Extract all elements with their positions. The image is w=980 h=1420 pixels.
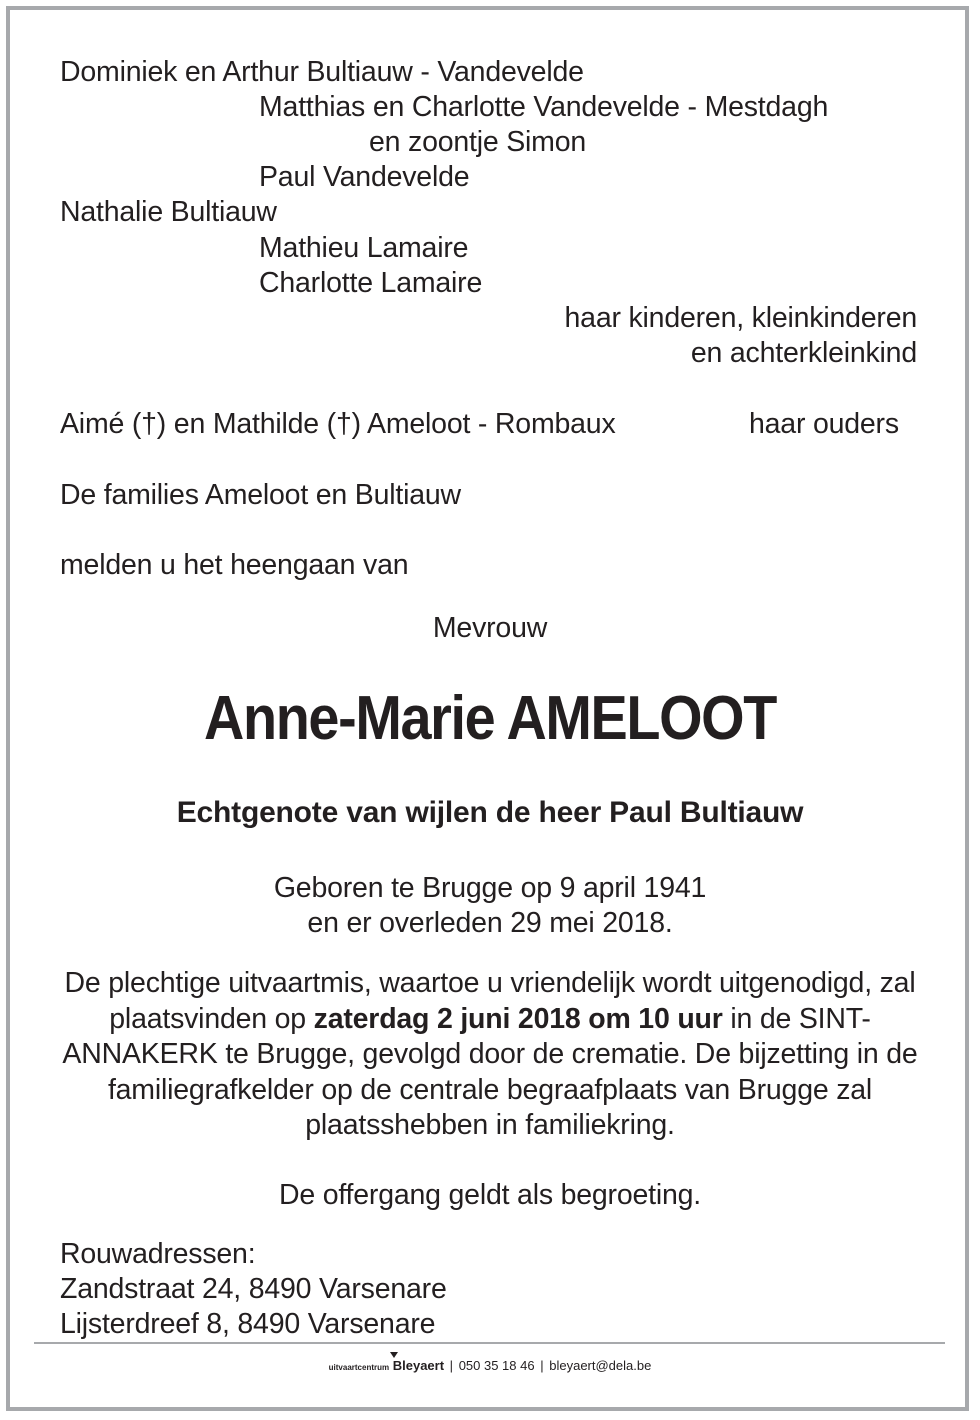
family-line-1: Dominiek en Arthur Bultiauw - Vandevelde [60, 56, 584, 88]
salutation: Mevrouw [432, 612, 548, 644]
family-line-3: en zoontje Simon [369, 126, 587, 158]
footer-separator: | [449, 1358, 454, 1373]
born-line: Geboren te Brugge op 9 april 1941 [273, 872, 707, 904]
address-2: Lijsterdreef 8, 8490 Varsenare [60, 1308, 436, 1340]
spouse-line: Echtgenote van wijlen de heer Paul Bultiauw [176, 796, 804, 829]
footer-separator: | [540, 1358, 544, 1373]
footer-phone: 050 35 18 46 [458, 1358, 535, 1373]
footer-prefix: uitvaartcentrum [328, 1363, 390, 1372]
relation-children: haar kinderen, kleinkinderen [564, 302, 917, 334]
family-line-5: Nathalie Bultiauw [60, 196, 277, 228]
address-1: Zandstraat 24, 8490 Varsenare [60, 1273, 447, 1305]
family-line-2: Matthias en Charlotte Vandevelde - Mestdagh [259, 91, 829, 123]
ceremony-text-1: De plechtige uitvaartmis, waartoe u vriendelijk wordt uitgenodigd, zal plaatsvinden op [64, 967, 916, 1035]
ceremony-text-2: in de SINT-ANNAKERK te Brugge, gevolgd door de crematie. De bijzetting in de familiegrafkelder op de centrale begraafplaats van Brugge zal plaatsshebben in familiekring. [62, 1002, 918, 1141]
deceased-name: Anne-Marie AMELOOT [204, 684, 776, 753]
footer-email: bleyaert@dela.be [549, 1358, 652, 1373]
footer [0, 1356, 980, 1378]
died-line: en er overleden 29 mei 2018. [307, 907, 673, 939]
family-line-4: Paul Vandevelde [259, 161, 470, 193]
ceremony-paragraph [60, 966, 920, 1144]
relation-parents: haar ouders [749, 408, 899, 440]
families-line: De families Ameloot en Bultiauw [60, 479, 461, 511]
announce-line: melden u het heengaan van [60, 549, 409, 581]
offering-line: De offergang geldt als begroeting. [278, 1179, 702, 1211]
brand-triangle-icon [390, 1352, 398, 1358]
family-line-6: Mathieu Lamaire [259, 232, 469, 264]
footer-brand [393, 1358, 444, 1373]
footer-brand-label: Bleyaert [392, 1358, 445, 1373]
family-line-7: Charlotte Lamaire [259, 267, 483, 299]
addresses-heading: Rouwadressen: [60, 1238, 256, 1270]
relation-greatgrandchild: en achterkleinkind [690, 337, 917, 369]
ceremony-date: zaterdag 2 juni 2018 om 10 uur [313, 1002, 723, 1035]
footer-divider [34, 1342, 945, 1344]
parents-line: Aimé (†) en Mathilde (†) Ameloot - Rombaux [60, 408, 616, 440]
